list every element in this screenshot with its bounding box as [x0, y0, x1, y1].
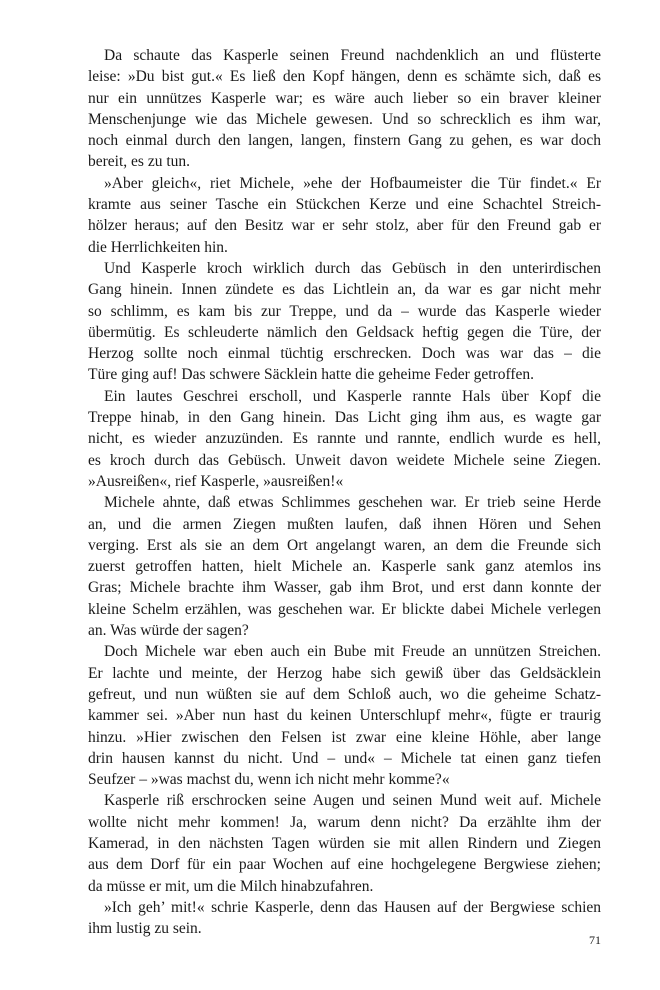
text-line: »Ausreißen«, rief Kasperle, »ausreißen!«: [88, 472, 344, 490]
text-line: leise: »Du bist gut.« Es ließ den Kopf hängen, denn es schämte sich, daß es: [88, 68, 601, 86]
paragraph: [88, 492, 601, 641]
text-line: wollte nicht mehr kommen! Ja, warum denn nicht? Da erzählte ihm der: [88, 813, 601, 831]
text-line: gefreut, und nun wüßten sie auf dem Schloß auch, wo die geheime Schatz-: [88, 685, 601, 703]
text-line: Türe ging auf! Das schwere Säcklein hatte die geheime Feder getroffen.: [88, 366, 535, 384]
text-line: da müsse er mit, um die Milch hinabzufahren.: [88, 877, 374, 895]
page-number: 71: [589, 933, 601, 947]
text-line: drin hausen kannst du nicht. Und – und« – Michele tat einen ganz tiefen: [88, 749, 601, 767]
paragraph: [88, 258, 601, 386]
text-line: zuerst getroffen hatten, hielt Michele an. Kasperle sank ganz atemlos ins: [88, 558, 601, 576]
text-line: »Ich geh’ mit!« schrie Kasperle, denn das Hausen auf der Bergwiese schien: [104, 898, 601, 916]
text-line: kammer sei. »Aber nun hast du keinen Unterschlupf mehr«, fügte er traurig: [88, 707, 601, 725]
text-line: ihm lustig zu sein.: [88, 920, 202, 938]
text-line: nicht, es wieder anzuzünden. Es rannte und rannte, endlich wurde es hell,: [88, 430, 601, 448]
text-line: hinzu. »Hier zwischen den Felsen ist zwar eine kleine Höhle, aber lange: [88, 728, 601, 746]
text-line: Kamerad, in den nächsten Tagen würden sie mit allen Rindern und Ziegen: [88, 834, 601, 852]
text-line: Gras; Michele brachte ihm Wasser, gab ihm Brot, und erst dann konnte der: [88, 579, 601, 597]
text-line: Ein lautes Geschrei erscholl, und Kasperle rannte Hals über Kopf die: [104, 387, 601, 405]
text-line: es kroch durch das Gebüsch. Unweit davon weidete Michele seine Ziegen.: [88, 451, 601, 469]
text-line: aus dem Dorf für ein paar Wochen auf eine hochgelegene Bergwiese ziehen;: [88, 856, 601, 874]
text-line: bereit, es zu tun.: [88, 153, 191, 171]
text-line: Michele ahnte, daß etwas Schlimmes geschehen war. Er trieb seine Herde: [104, 494, 601, 512]
text-line: an. Was würde der sagen?: [88, 622, 249, 640]
text-line: Treppe hinab, in den Gang hinein. Das Licht ging ihm aus, es wagte gar: [88, 409, 601, 427]
text-line: Kasperle riß erschrocken seine Augen und seinen Mund weit auf. Michele: [104, 792, 601, 810]
text-line: verging. Erst als sie an dem Ort angelangt waren, an dem die Freunde sich: [88, 536, 601, 554]
text-line: hölzer heraus; auf den Besitz war er sehr stolz, aber für den Freund gab er: [88, 217, 601, 235]
text-line: die Herrlichkeiten hin.: [88, 238, 228, 256]
text-line: Doch Michele war eben auch ein Bube mit Freude an unnützen Streichen.: [104, 643, 601, 661]
text-line: kleine Schelm erzählen, was geschehen war. Er blickte dabei Michele verlegen: [88, 600, 601, 618]
paragraph: [88, 386, 601, 492]
text-line: an, und die armen Ziegen mußten laufen, daß ihnen Hören und Sehen: [88, 515, 601, 533]
paragraph: [88, 173, 601, 258]
text-line: Da schaute das Kasperle seinen Freund nachdenklich an und flüsterte: [104, 47, 601, 64]
text-line: nur ein unnützes Kasperle war; es wäre auch lieber so ein braver kleiner: [88, 89, 601, 107]
paragraph: [88, 897, 601, 940]
text-line: Und Kasperle kroch wirklich durch das Gebüsch in den unterirdischen: [104, 259, 601, 277]
text-line: Seufzer – »was machst du, wenn ich nicht mehr komme?«: [88, 771, 450, 789]
text-line: übermütig. Es schleuderte nämlich den Geldsack heftig gegen die Türe, der: [88, 323, 601, 341]
text-line: »Aber gleich«, riet Michele, »ehe der Hofbaumeister die Tür findet.« Er: [104, 174, 601, 192]
text-line: Gang hinein. Innen zündete es das Lichtlein an, da war es gar nicht mehr: [88, 281, 601, 299]
body-text: [88, 45, 601, 939]
text-line: kramte aus seiner Tasche ein Stückchen Kerze und eine Schachtel Streich-: [88, 196, 601, 214]
paragraph: [88, 45, 601, 173]
text-line: noch einmal durch den langen, langen, finstern Gang zu gehen, es war doch: [88, 132, 601, 150]
text-line: Menschenjunge wie das Michele gewesen. Und so schrecklich es ihm war,: [88, 110, 601, 128]
text-line: so schlimm, es kam bis zur Treppe, und da – wurde das Kasperle wieder: [88, 302, 601, 320]
text-line: Herzog sollte noch einmal tüchtig erschrecken. Doch was war das – die: [88, 345, 601, 363]
paragraph: [88, 641, 601, 790]
text-line: Er lachte und meinte, der Herzog habe sich gewiß über das Geldsäcklein: [88, 664, 601, 682]
paragraph: [88, 790, 601, 896]
